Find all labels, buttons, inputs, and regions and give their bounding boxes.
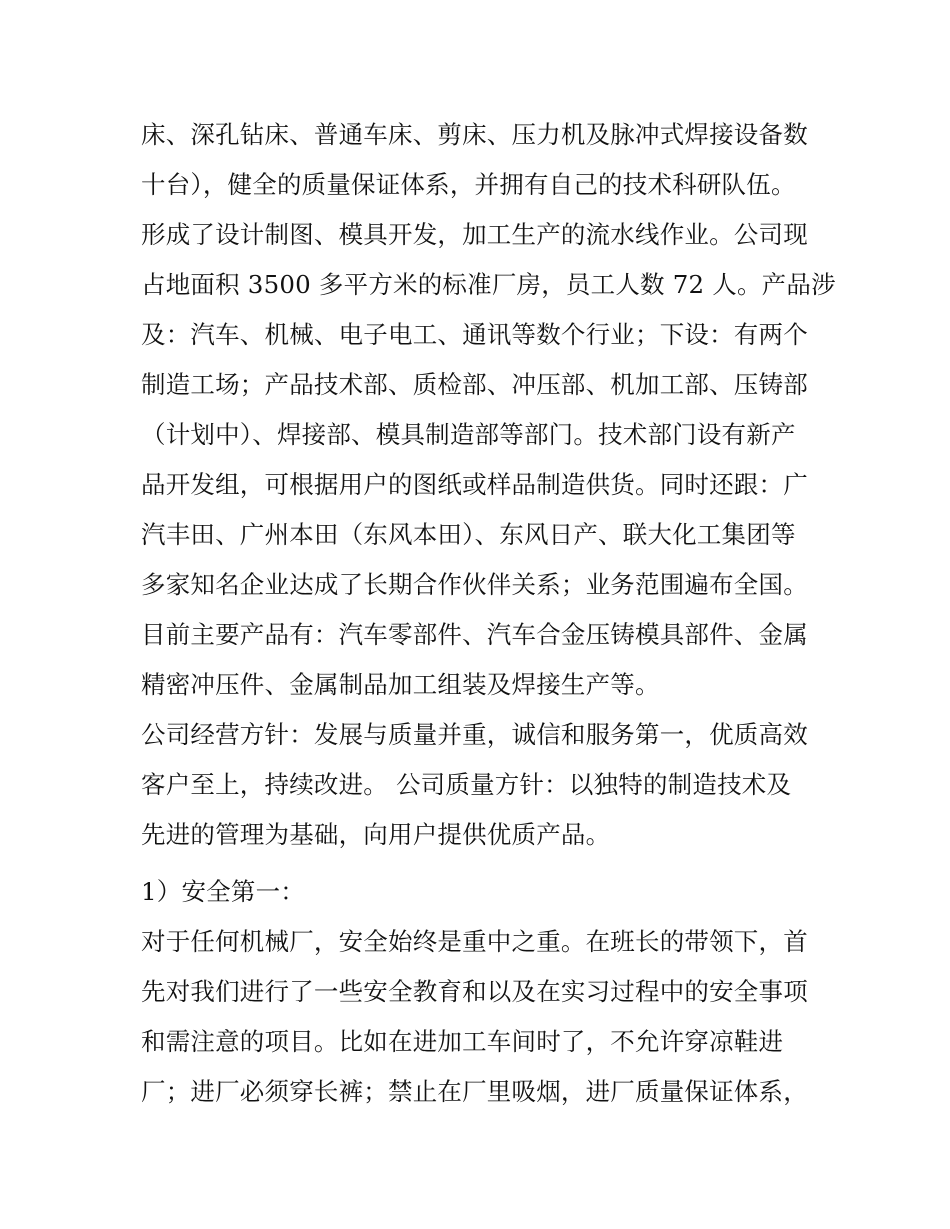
text-line: 及：汽车、机械、电子电工、通讯等数个行业；下设：有两个 [141,320,808,349]
text-line: 多家知名企业达成了长期合作伙伴关系；业务范围遍布全国。 [141,570,808,599]
text-line: 先对我们进行了一些安全教育和以及在实习过程中的安全事项 [141,977,808,1006]
text-line: 和需注意的项目。比如在进加工车间时了，不允许穿凉鞋进 [141,1027,784,1056]
text-line: 十台），健全的质量保证体系，并拥有自己的技术科研队伍。 [141,170,796,199]
text-line: 公司经营方针：发展与质量并重，诚信和服务第一，优质高效 [141,720,808,749]
text-line: 目前主要产品有：汽车零部件、汽车合金压铸模具部件、金属 [141,620,808,649]
text-line: 占地面积 3500 多平方米的标准厂房，员工人数 72 人。产品涉 [141,270,836,299]
text-line: （计划中）、焊接部、模具制造部等部门。技术部门设有新产 [141,420,796,449]
section-heading: 1）安全第一： [141,877,305,906]
text-line: 形成了设计制图、模具开发，加工生产的流水线作业。公司现 [141,220,808,249]
text-line: 客户至上，持续改进。 公司质量方针：以独特的制造技术及 [141,770,792,799]
text-line: 制造工场；产品技术部、质检部、冲压部、机加工部、压铸部 [141,370,808,399]
text-line: 先进的管理为基础，向用户提供优质产品。 [141,820,611,849]
text-line: 精密冲压件、金属制品加工组装及焊接生产等。 [141,670,660,699]
text-line: 厂；进厂必须穿长裤；禁止在厂里吸烟，进厂质量保证体系， [141,1077,808,1106]
text-line: 对于任何机械厂，安全始终是重中之重。在班长的带领下，首 [141,927,808,956]
text-line: 汽丰田、广州本田（东风本田）、东风日产、联大化工集团等 [141,520,796,549]
text-line: 床、深孔钻床、普通车床、剪床、压力机及脉冲式焊接设备数 [141,120,808,149]
text-line: 品开发组，可根据用户的图纸或样品制造供货。同时还跟：广 [141,470,808,499]
body-text [141,110,836,1117]
